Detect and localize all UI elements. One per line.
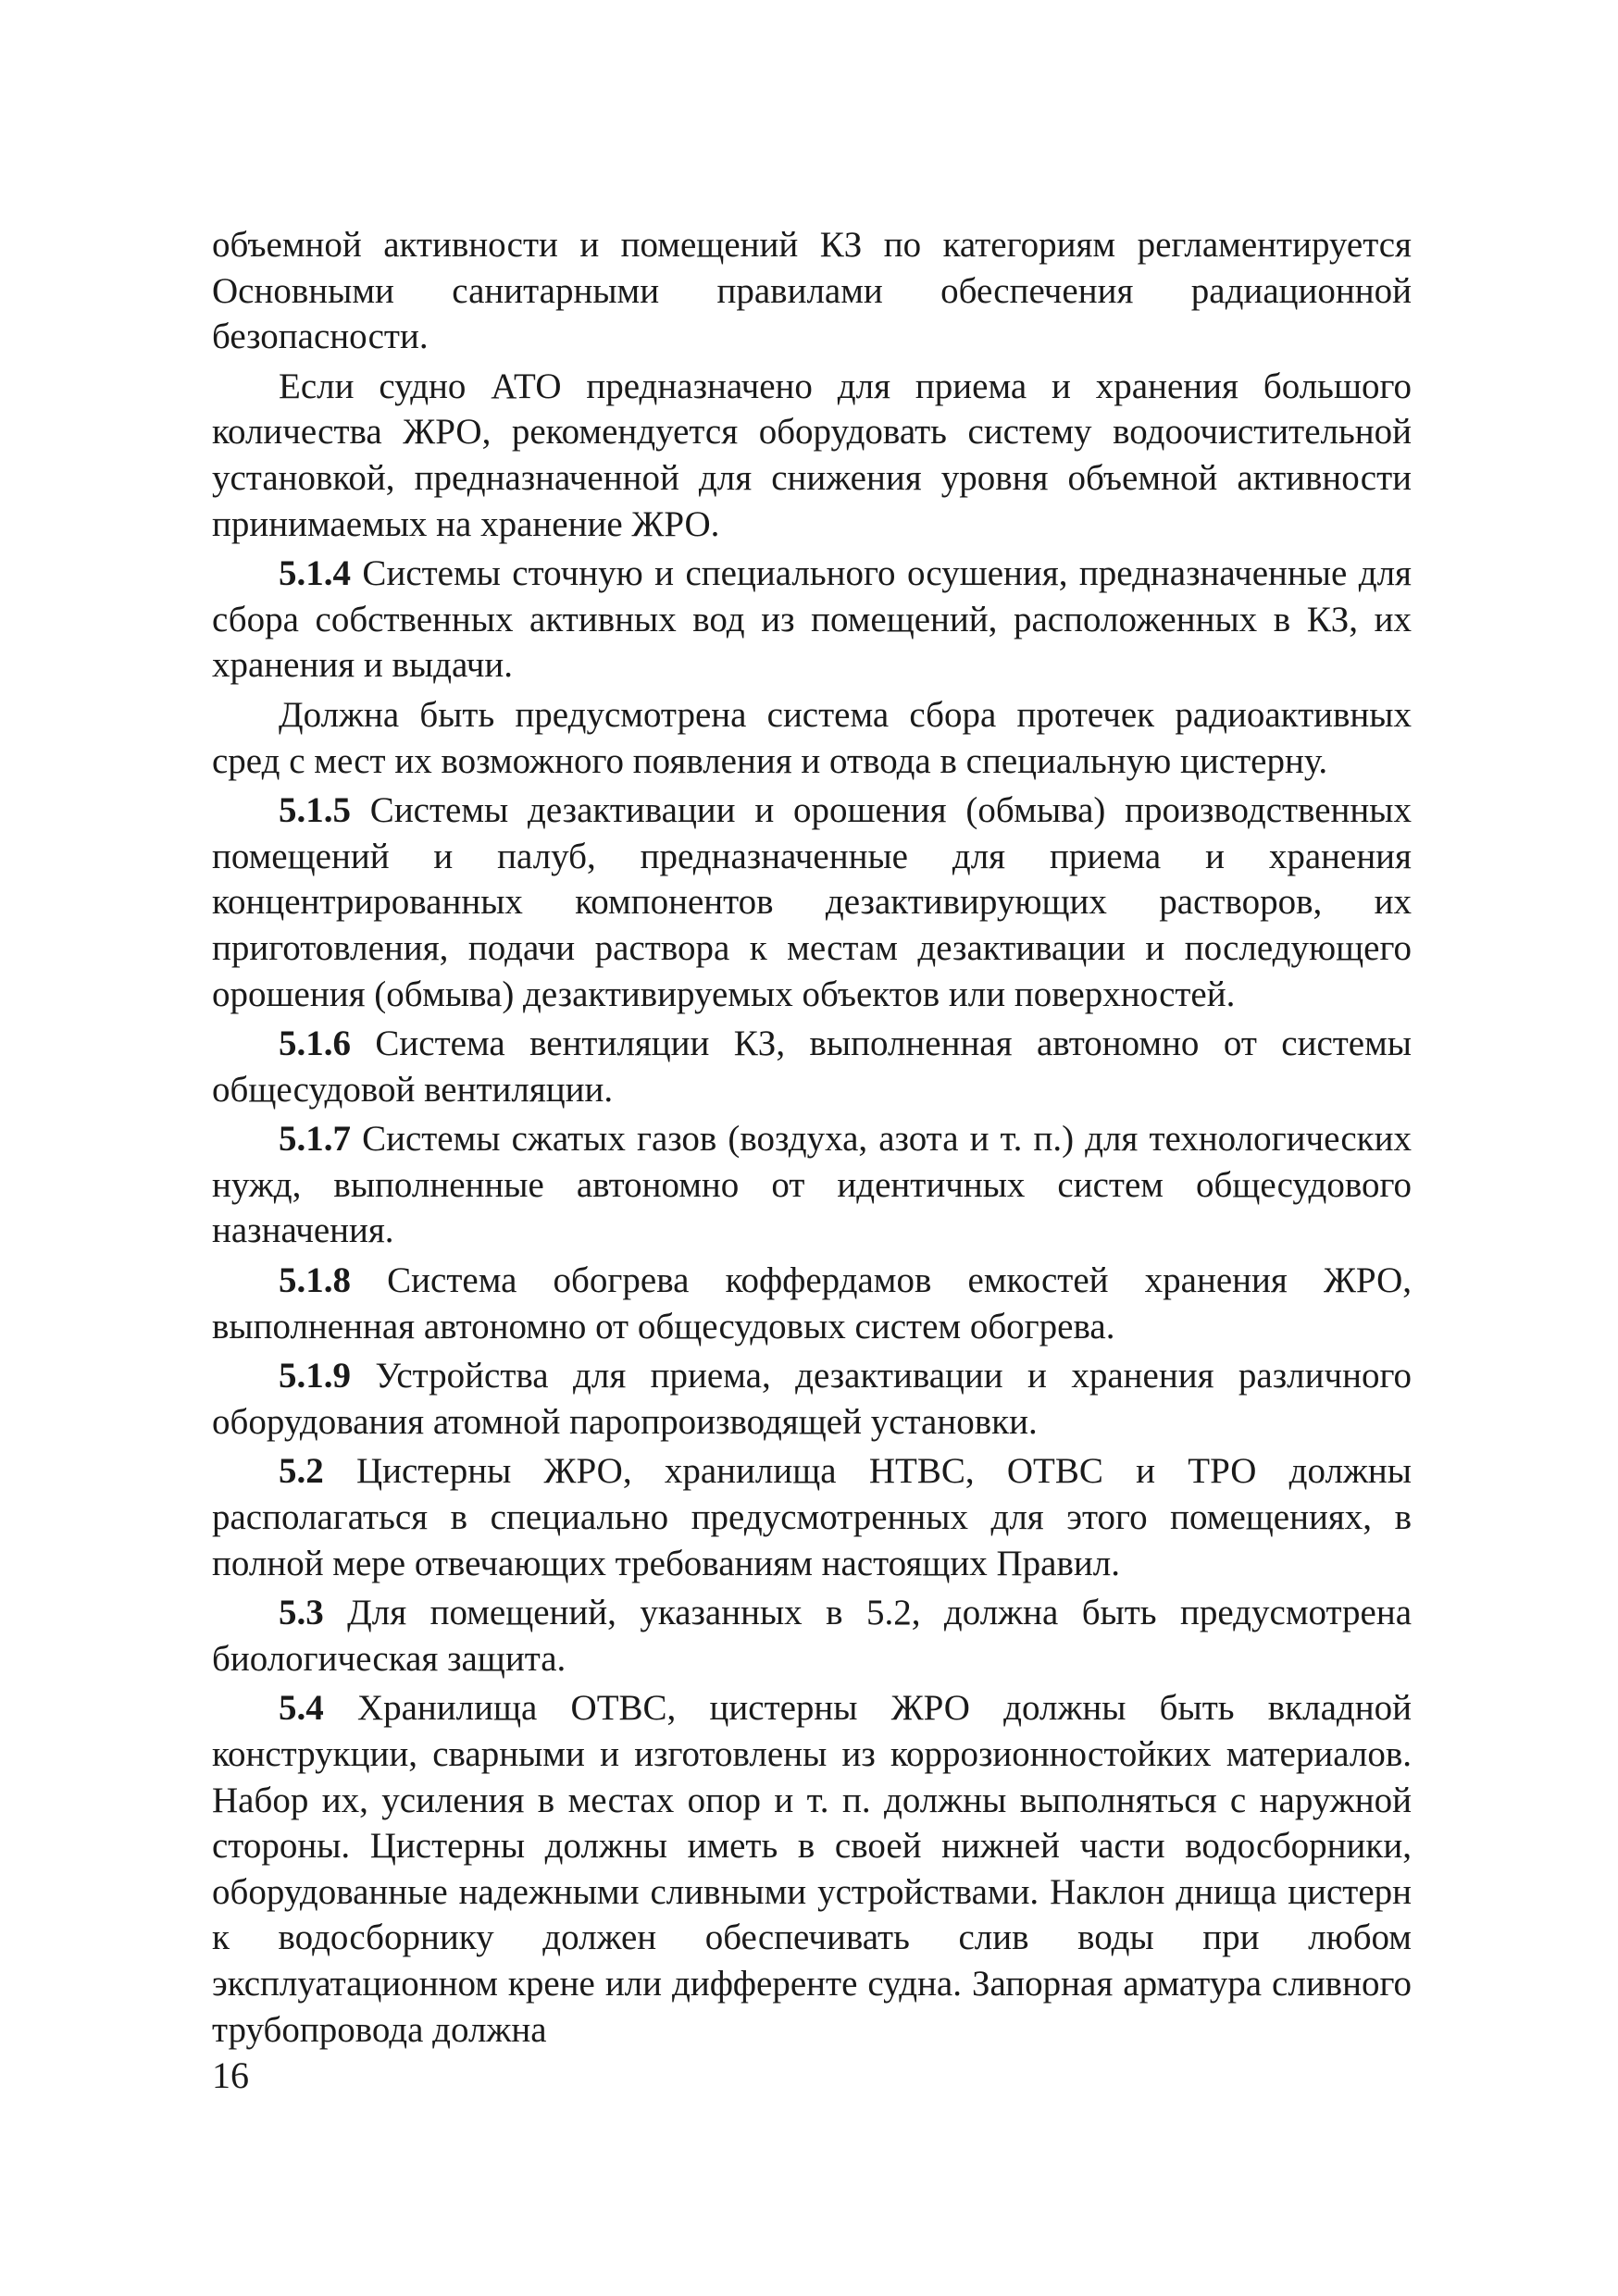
paragraph-leak-system: [212, 692, 1412, 784]
clause-number: 5.1.4: [279, 553, 351, 594]
paragraph-text: Если судно АТО предназначено для приема и хранения большого количества ЖРО, рекомендуется оборудовать систему водоочистительной установкой, предназначенной для снижения уровня объемной активности принимаемых на хранение ЖРО.: [212, 366, 1412, 544]
clause-number: 5.2: [279, 1451, 324, 1492]
paragraph-5-1-7: [212, 1116, 1412, 1254]
paragraph-5-2: [212, 1448, 1412, 1586]
clause-number: 5.4: [279, 1688, 324, 1729]
clause-number: 5.1.7: [279, 1119, 351, 1160]
paragraph-5-3: [212, 1590, 1412, 1682]
paragraph-text: Должна быть предусмотрена система сбора протечек радиоактивных сред с мест их возможного появления и отвода в специальную цистерну.: [212, 694, 1412, 781]
paragraph-text: Цистерны ЖРО, хранилища НТВС, ОТВС и ТРО должны располагаться в специально предусмотренных для этого помещениях, в полной мере отвечающих требованиям настоящих Правил.: [212, 1451, 1412, 1583]
clause-number: 5.1.5: [279, 790, 351, 831]
paragraph-text: Система обогрева коффердамов емкостей хранения ЖРО, выполненная автономно от общесудовых систем обогрева.: [212, 1260, 1412, 1347]
clause-number: 5.1.6: [279, 1024, 351, 1064]
paragraph-text: Системы сточную и специального осушения, предназначенные для сбора собственных активных вод из помещений, расположенных в КЗ, их хранения и выдачи.: [212, 553, 1412, 686]
paragraph-text: Для помещений, указанных в 5.2, должна быть предусмотрена биологическая защита.: [212, 1593, 1412, 1679]
paragraph-text: Система вентиляции КЗ, выполненная автономно от системы общесудовой вентиляции.: [212, 1024, 1412, 1110]
body-text: [212, 222, 1412, 2056]
paragraph-5-1-6: [212, 1021, 1412, 1112]
paragraph-5-1-4: [212, 551, 1412, 689]
clause-number: 5.3: [279, 1593, 324, 1633]
paragraph-text: Устройства для приема, дезактивации и хранения различного оборудования атомной паропроизводящей установки.: [212, 1356, 1412, 1442]
paragraph-text: Хранилища ОТВС, цистерны ЖРО должны быть вкладной конструкции, сварными и изготовлены из коррозионностойких материалов. Набор их, усиления в местах опор и т. п. должны выполняться с наружной стороны. Цистерны должны иметь в своей нижней части водосборники, оборудованные надежными сливными устройствами. Наклон днища цистерн к водосборнику должен обеспечивать слив воды при любом эксплуатационном крене или дифференте судна. Запорная арматура сливного трубопровода должна: [212, 1688, 1412, 2050]
paragraph-5-1-8: [212, 1258, 1412, 1349]
clause-number: 5.1.9: [279, 1356, 351, 1396]
paragraph-2: [212, 364, 1412, 547]
paragraph-5-1-9: [212, 1353, 1412, 1445]
page-number: 16: [212, 2054, 249, 2096]
paragraph-text: Системы дезактивации и орошения (обмыва) производственных помещений и палуб, предназначенные для приема и хранения концентрированных компонентов дезактивирующих растворов, их приготовления, подачи раствора к местам дезактивации и последующего орошения (обмыва) дезактивируемых объектов или поверхностей.: [212, 790, 1412, 1014]
paragraph-text: объемной активности и помещений КЗ по категориям регламентируется Основными санитарными правилами обеспечения радиационной безопасности.: [212, 225, 1412, 357]
paragraph-text: Системы сжатых газов (воздуха, азота и т. п.) для технологических нужд, выполненные автономно от идентичных систем общесудового назначения.: [212, 1119, 1412, 1251]
clause-number: 5.1.8: [279, 1260, 351, 1301]
paragraph-1: [212, 222, 1412, 360]
paragraph-5-4: [212, 1685, 1412, 2053]
paragraph-5-1-5: [212, 788, 1412, 1017]
